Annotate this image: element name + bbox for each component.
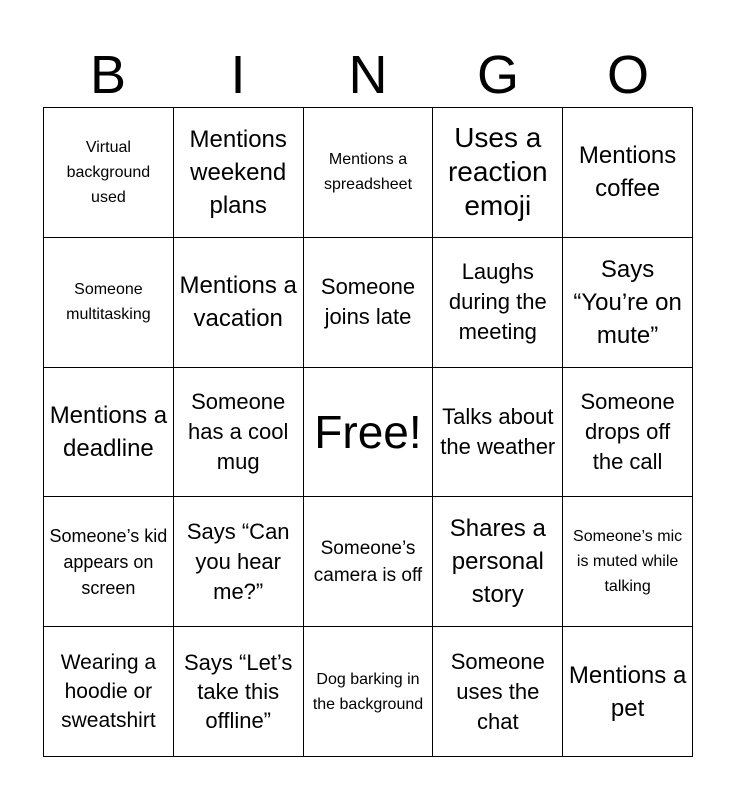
cell-label: Mentions a vacation xyxy=(179,272,297,333)
bingo-cell[interactable] xyxy=(44,108,174,238)
cell-label: Laughs during the meeting xyxy=(448,259,547,345)
bingo-cell[interactable] xyxy=(44,238,174,368)
bingo-cell[interactable] xyxy=(304,627,434,757)
bingo-cell[interactable] xyxy=(563,238,693,368)
cell-label: Mentions weekend plans xyxy=(189,125,287,219)
header-letter-n: N xyxy=(348,45,388,105)
bingo-cell[interactable] xyxy=(44,497,174,627)
cell-label: Says “Let’s take this offline” xyxy=(183,650,293,734)
cell-label: Someone uses the chat xyxy=(450,648,545,734)
header-letter-i: I xyxy=(230,45,246,105)
bingo-cell[interactable] xyxy=(433,108,563,238)
header-letter-g: G xyxy=(476,45,519,105)
bingo-cell[interactable] xyxy=(304,238,434,368)
bingo-cell[interactable] xyxy=(433,497,563,627)
bingo-cell[interactable] xyxy=(174,497,304,627)
bingo-cell[interactable] xyxy=(304,497,434,627)
bingo-board xyxy=(43,107,693,757)
cell-label: Mentions a spreadsheet xyxy=(323,151,413,194)
cell-label: Wearing a hoodie or sweatshirt xyxy=(60,651,157,733)
bingo-header xyxy=(43,44,693,106)
bingo-cell[interactable] xyxy=(433,238,563,368)
bingo-cell[interactable] xyxy=(563,497,693,627)
free-space-label: Free! xyxy=(314,405,422,458)
cell-label: Mentions a deadline xyxy=(49,401,168,462)
bingo-cell[interactable] xyxy=(174,108,304,238)
cell-label: Someone joins late xyxy=(320,274,416,330)
cell-label: Talks about the weather xyxy=(440,403,556,459)
bingo-cell[interactable] xyxy=(563,627,693,757)
cell-label: Shares a personal story xyxy=(449,515,546,609)
cell-label: Dog barking in the background xyxy=(312,670,424,713)
cell-label: Mentions a pet xyxy=(568,661,687,722)
cell-label: Someone multitasking xyxy=(66,281,151,324)
bingo-cell[interactable] xyxy=(44,368,174,498)
bingo-cell[interactable] xyxy=(433,627,563,757)
cell-label: Someone’s kid appears on screen xyxy=(49,525,168,598)
bingo-cell[interactable] xyxy=(174,368,304,498)
header-letter-o: O xyxy=(606,45,649,105)
cell-label: Someone’s camera is off xyxy=(313,537,423,586)
bingo-cell[interactable] xyxy=(174,627,304,757)
cell-label: Someone has a cool mug xyxy=(188,388,289,474)
cell-label: Virtual background used xyxy=(66,138,151,206)
header-letter-b: B xyxy=(89,45,127,105)
free-space[interactable] xyxy=(304,368,434,498)
bingo-cell[interactable] xyxy=(44,627,174,757)
cell-label: Says “You’re on mute” xyxy=(573,255,682,349)
bingo-cell[interactable] xyxy=(563,368,693,498)
bingo-cell[interactable] xyxy=(433,368,563,498)
bingo-cell[interactable] xyxy=(304,108,434,238)
cell-label: Says “Can you hear me?” xyxy=(186,518,290,604)
cell-label: Uses a reaction emoji xyxy=(447,122,548,222)
cell-label: Someone’s mic is muted while talking xyxy=(573,528,683,596)
bingo-cell[interactable] xyxy=(563,108,693,238)
cell-label: Someone drops off the call xyxy=(580,388,675,474)
bingo-cell[interactable] xyxy=(174,238,304,368)
cell-label: Mentions coffee xyxy=(578,142,677,203)
